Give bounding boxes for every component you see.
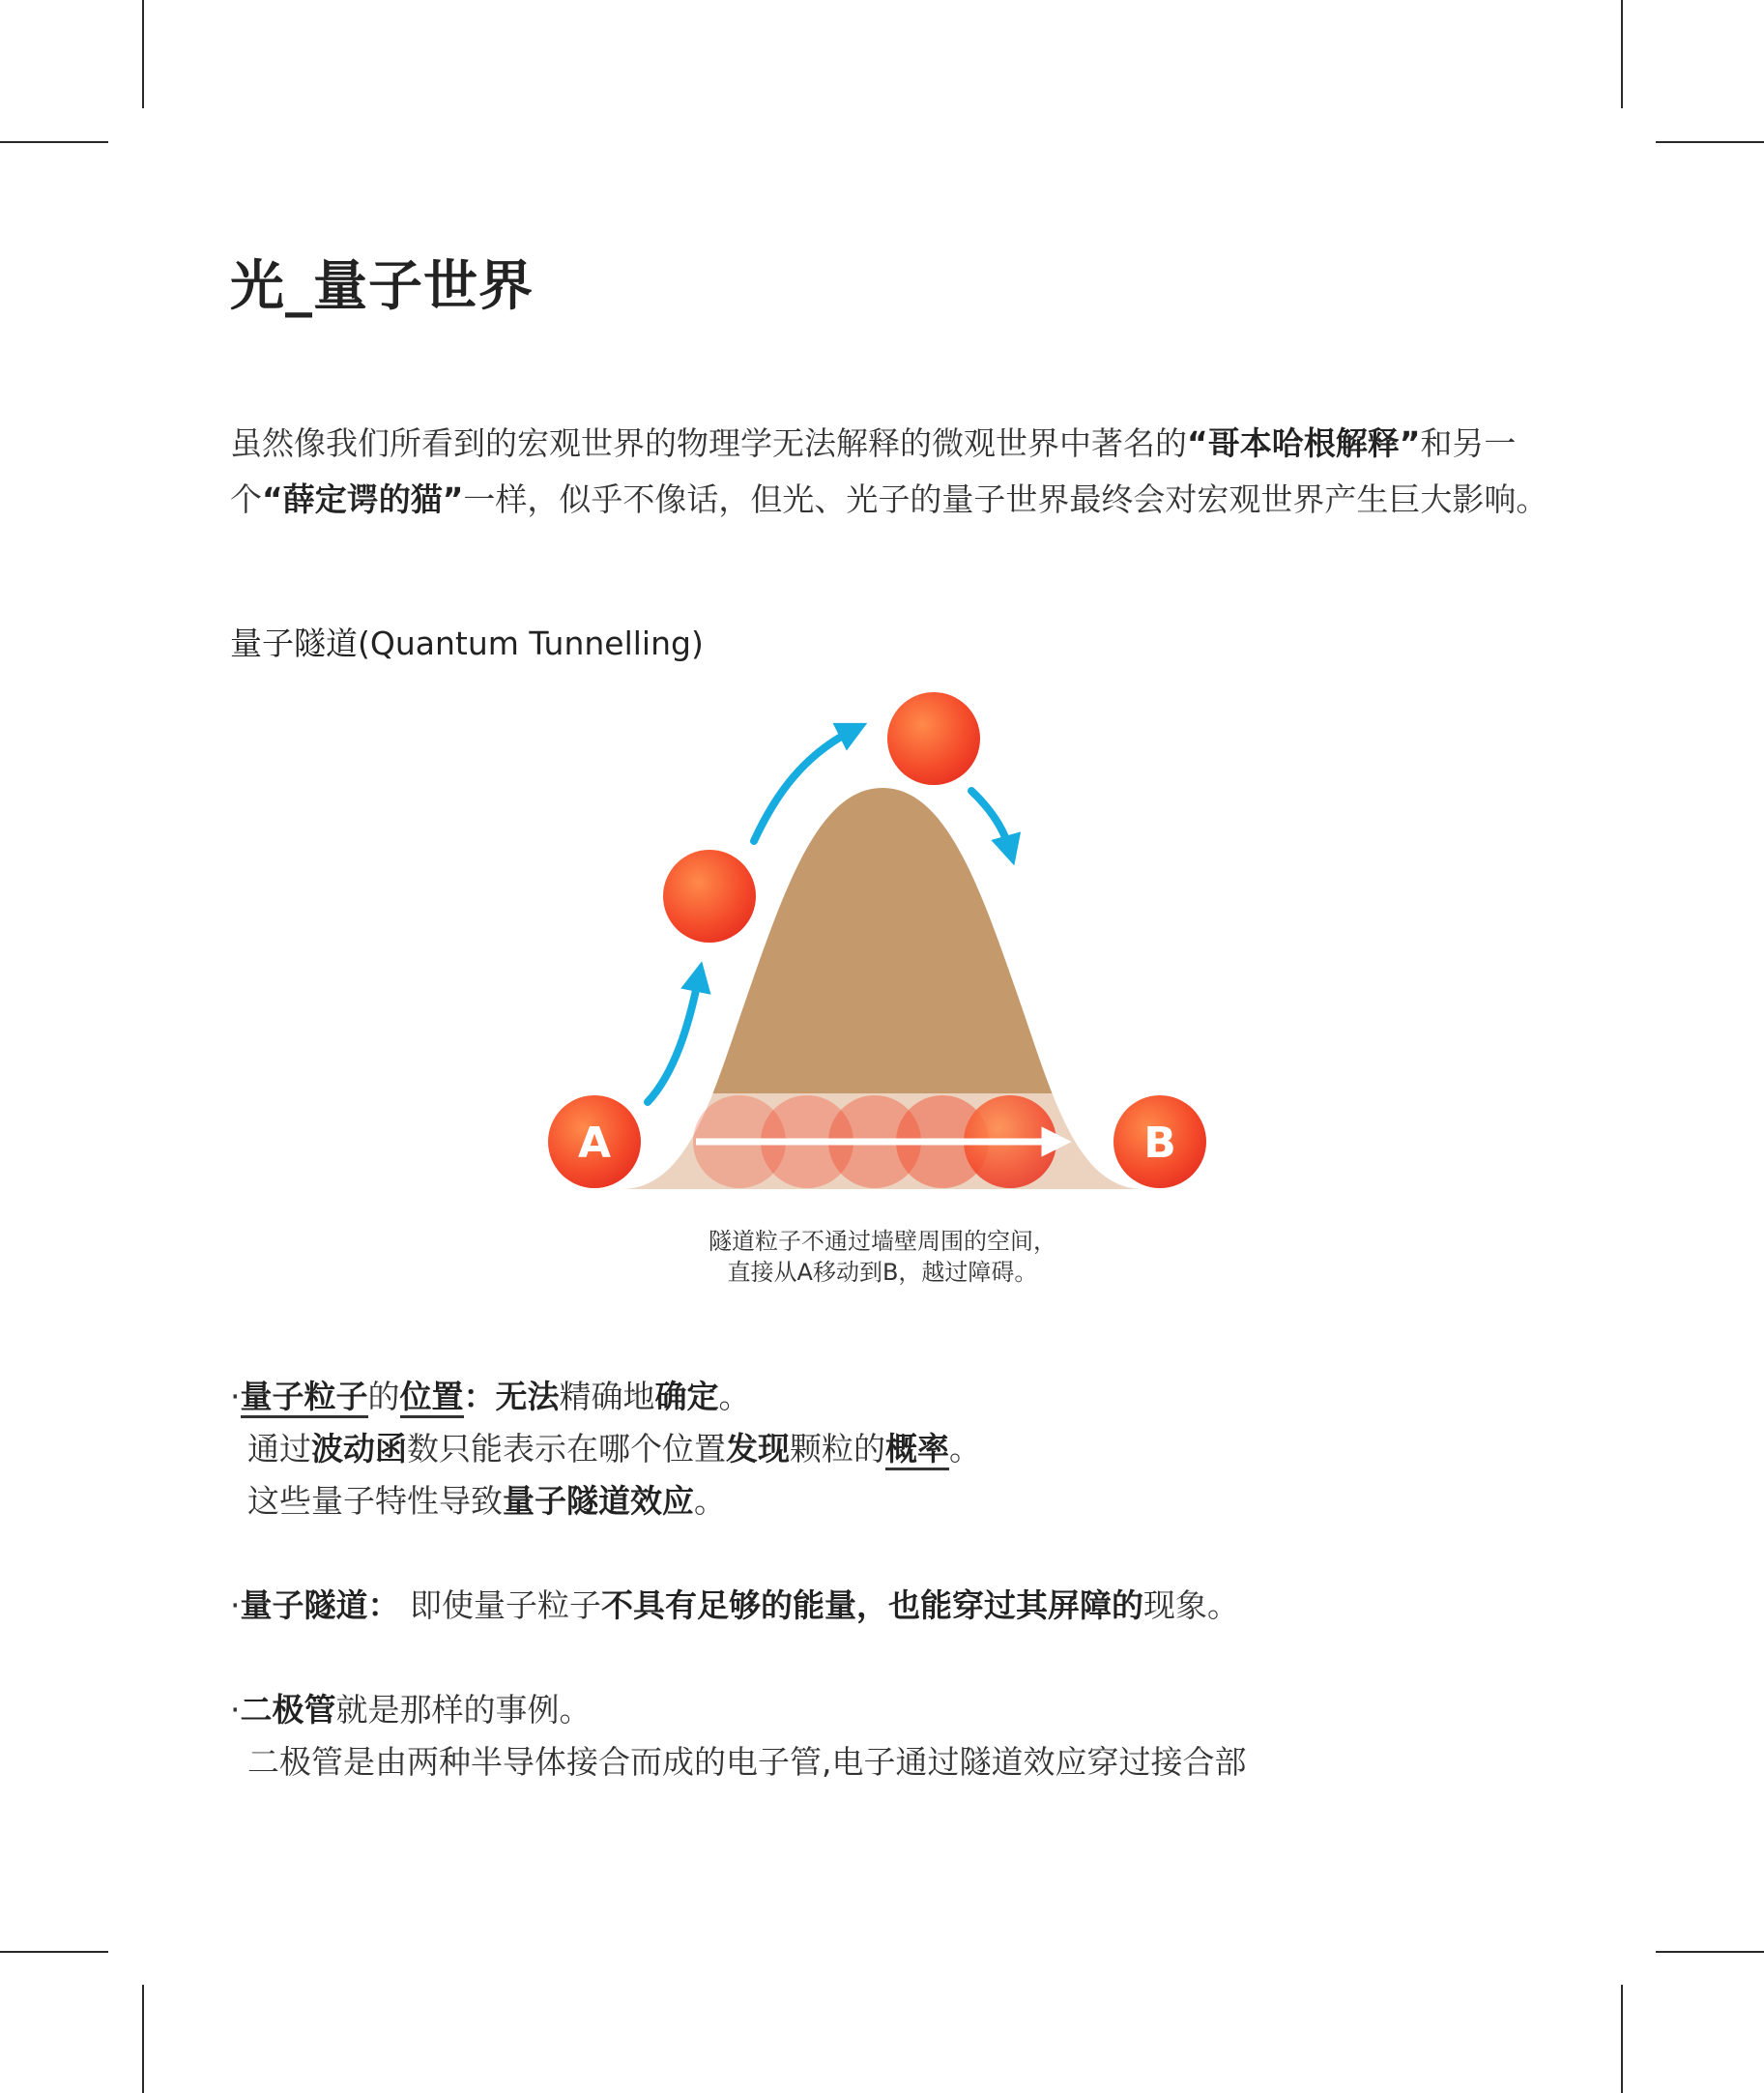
- bullet-text: 即使量子粒子: [399, 1586, 601, 1624]
- bullet-line: 二极管是由两种半导体接合而成的电子管,电子通过隧道效应穿过接合部: [247, 1743, 1247, 1781]
- bold-term: 量子隧道效应: [503, 1482, 694, 1520]
- bold-term: 确定: [654, 1378, 719, 1415]
- bullet-text: 数只能表示在哪个位置: [407, 1430, 726, 1468]
- particle-top: [887, 692, 980, 785]
- diagram-heading: 量子隧道(Quantum Tunnelling): [230, 625, 704, 662]
- bullet-line: [230, 1580, 1583, 1632]
- bold-term: 量子隧道：: [240, 1586, 400, 1624]
- bold-term: 概率: [885, 1430, 949, 1470]
- bold-term: 量子粒子: [241, 1378, 368, 1418]
- caption-line: 隧道粒子不通过墙壁周围的空间，: [708, 1228, 1056, 1255]
- crop-mark: [0, 1951, 108, 1953]
- crop-mark: [142, 1985, 144, 2093]
- page-title: 光_量子世界: [230, 255, 534, 318]
- crop-mark: [1656, 141, 1764, 143]
- bold-term: 二极管: [240, 1691, 336, 1729]
- bullet-text: 精确地: [559, 1378, 655, 1415]
- bold-term: ：无法: [463, 1378, 560, 1415]
- label-a: A: [577, 1119, 612, 1168]
- bullet-text: 。: [694, 1482, 726, 1520]
- intro-paragraph: [230, 416, 1583, 528]
- bullet-item-position: [230, 1371, 1583, 1527]
- bullet-line: [230, 1423, 1583, 1475]
- bullet-text: 。: [718, 1378, 751, 1415]
- diagram-caption: [593, 1226, 1172, 1288]
- descend-arrow: [971, 791, 1010, 851]
- bold-term: 波动函: [311, 1430, 407, 1468]
- crop-mark: [142, 0, 144, 108]
- bullet-line: [230, 1371, 1583, 1423]
- caption-line: 直接从A移动到B，越过障碍。: [727, 1259, 1038, 1286]
- bullet-text: 颗粒的: [790, 1430, 885, 1468]
- bold-term: 发现: [726, 1430, 790, 1468]
- bullet-dot: ·: [230, 1378, 241, 1415]
- bullet-line: [230, 1684, 1583, 1736]
- bullet-text: 通过: [247, 1430, 311, 1468]
- bullet-text: 的: [367, 1378, 400, 1415]
- crop-mark: [0, 141, 108, 143]
- bullet-text: 这些量子特性导致: [247, 1482, 503, 1520]
- bullet-item-diode: [230, 1684, 1583, 1788]
- bullet-dot: ·: [230, 1691, 241, 1729]
- bullet-text: 。: [949, 1430, 981, 1468]
- bullet-list: [230, 1371, 1583, 1841]
- intro-bold-term: “哥本哈根解释”: [1187, 424, 1421, 462]
- bold-term: 不具有足够的能量，也能穿过其屏障的: [601, 1586, 1143, 1624]
- bullet-text: 就是那样的事例。: [335, 1691, 592, 1729]
- label-b: B: [1143, 1119, 1176, 1168]
- climb-arrow-1: [648, 976, 699, 1102]
- crop-mark: [1621, 1985, 1623, 2093]
- intro-text: 和另一个: [230, 424, 1517, 518]
- particle-climbing: [663, 850, 756, 943]
- crop-mark: [1656, 1951, 1764, 1953]
- bullet-item-tunnelling: [230, 1580, 1583, 1632]
- tunnelling-diagram: [530, 677, 1235, 1218]
- intro-text: 虽然像我们所看到的宏观世界的物理学无法解释的微观世界中著名的: [230, 424, 1187, 462]
- intro-text: 一样，似乎不像话，但光、光子的量子世界最终会对宏观世界产生巨大影响。: [463, 480, 1548, 518]
- crop-mark: [1621, 0, 1623, 108]
- bullet-text: 现象。: [1143, 1586, 1239, 1624]
- intro-bold-term: “薛定谔的猫”: [262, 480, 464, 518]
- bullet-line: [230, 1475, 1583, 1527]
- bullet-dot: ·: [230, 1586, 241, 1624]
- bold-term: 位置: [400, 1378, 464, 1418]
